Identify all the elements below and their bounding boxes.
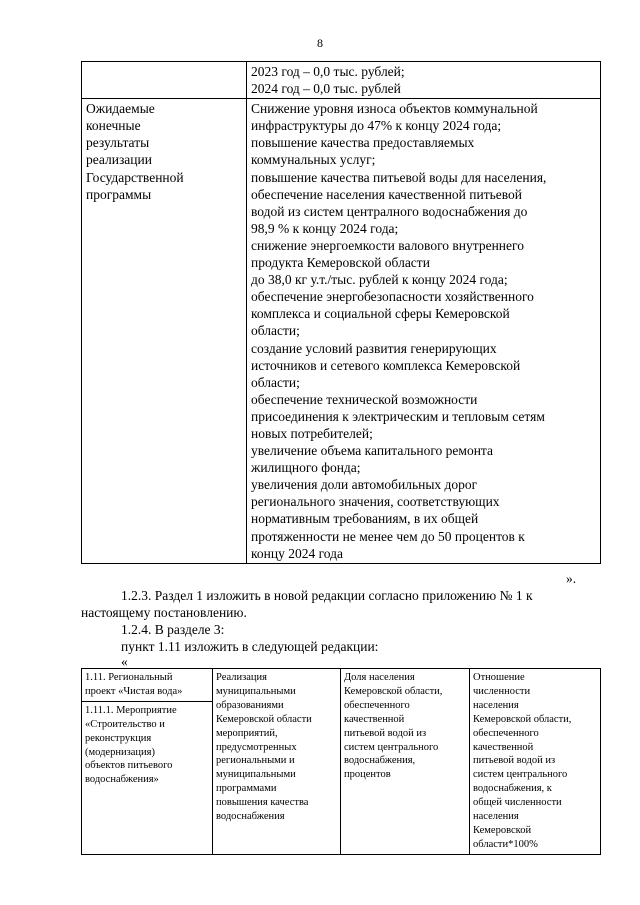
results-value-cell bbox=[247, 99, 601, 564]
results-label-line: Ожидаемые bbox=[86, 101, 155, 117]
results-line: области; bbox=[251, 374, 300, 390]
indicator-line: качественной bbox=[344, 713, 405, 725]
implementation-line: водоснабжения bbox=[216, 811, 285, 823]
implementation-line: мероприятий, bbox=[216, 727, 278, 739]
table-row-expected-results bbox=[82, 99, 601, 564]
indicator-line: Доля населения bbox=[344, 672, 415, 683]
results-line: до 38,0 кг у.т./тыс. рублей к концу 2024 года; bbox=[251, 272, 508, 288]
indicator-line: питьевой водой из bbox=[344, 727, 427, 739]
activity-block bbox=[82, 701, 212, 787]
opening-quote: « bbox=[121, 654, 128, 669]
results-line: концу 2024 года bbox=[251, 545, 343, 561]
results-line: инфраструктуры до 47% к концу 2024 года; bbox=[251, 118, 502, 134]
implementation-cell bbox=[213, 669, 341, 855]
results-line: повышение качества питьевой воды для населения, bbox=[251, 169, 547, 185]
indicator-line: Кемеровской области, bbox=[344, 685, 443, 697]
page-number: 8 bbox=[317, 36, 323, 50]
formula-line: области*100% bbox=[473, 838, 538, 850]
implementation-line: Кемеровской области bbox=[216, 713, 312, 725]
results-line: новых потребителей; bbox=[251, 425, 373, 441]
indicator-line: водоснабжения, bbox=[344, 755, 416, 767]
results-line: протяженности не менее чем до 50 процентов к bbox=[251, 528, 525, 544]
results-line: обеспечение энергобезопасности хозяйственного bbox=[251, 289, 534, 305]
formula-line: питьевой водой из bbox=[473, 755, 556, 767]
budget-line: 2024 год – 0,0 тыс. рублей bbox=[251, 81, 401, 97]
paragraph-1-2-3-line-2: настоящему постановлению. bbox=[81, 605, 247, 620]
results-label-line: конечные bbox=[86, 118, 141, 134]
formula-line: населения bbox=[473, 699, 519, 711]
results-label-line: Государственной bbox=[86, 169, 184, 185]
paragraph-1-2-3-line-1: 1.2.3. Раздел 1 изложить в новой редакции согласно приложению № 1 к bbox=[121, 588, 533, 603]
implementation-line: муниципальными bbox=[216, 769, 296, 781]
results-line: 98,9 % к концу 2024 года; bbox=[251, 220, 399, 236]
closing-quote: ». bbox=[566, 571, 577, 586]
results-line: регионального значения, соответствующих bbox=[251, 494, 500, 510]
formula-line: водоснабжения, к bbox=[473, 783, 552, 795]
activity-line: водоснабжения» bbox=[85, 774, 159, 786]
activity-line: объектов питьевого bbox=[85, 760, 173, 772]
activity-line: 1.11.1. Мероприятие bbox=[85, 704, 177, 716]
formula-line: Кемеровской области, bbox=[473, 713, 572, 725]
indicator-cell bbox=[341, 669, 470, 855]
results-line: Снижение уровня износа объектов коммунальной bbox=[251, 101, 538, 117]
activity-line: «Строительство и bbox=[85, 718, 165, 730]
budget-line: 2023 год – 0,0 тыс. рублей; bbox=[251, 64, 405, 79]
program-passport-table bbox=[81, 61, 601, 564]
results-line: комплекса и социальной сферы Кемеровской bbox=[251, 306, 510, 322]
implementation-line: Реализация bbox=[216, 672, 267, 683]
implementation-line: повышения качества bbox=[216, 797, 309, 809]
results-line: жилищного фонда; bbox=[251, 460, 361, 476]
implementation-line: региональными и bbox=[216, 755, 295, 767]
formula-line: качественной bbox=[473, 741, 534, 753]
indicator-line: систем центрального bbox=[344, 741, 439, 753]
implementation-line: образованиями bbox=[216, 699, 284, 711]
indicator-line: обеспеченного bbox=[344, 699, 410, 711]
formula-line: систем центрального bbox=[473, 769, 568, 781]
results-line: обеспечение населения качественной питьевой bbox=[251, 186, 523, 202]
formula-line: Кемеровской bbox=[473, 824, 532, 836]
formula-line: численности bbox=[473, 685, 531, 697]
formula-line: обеспеченного bbox=[473, 727, 539, 739]
paragraph-point-1-11: пункт 1.11 изложить в следующей редакции: bbox=[121, 639, 379, 654]
formula-line: Отношение bbox=[473, 672, 525, 683]
activity-line: (модернизация) bbox=[85, 746, 155, 758]
section-3-table bbox=[81, 668, 601, 855]
results-line: нормативным требованиям, в их общей bbox=[251, 511, 479, 527]
table-row-budget bbox=[82, 62, 601, 99]
indicator-line: процентов bbox=[344, 769, 391, 781]
results-line: присоединения к электрическим и тепловым сетям bbox=[251, 408, 545, 424]
results-line: источников и сетевого комплекса Кемеровской bbox=[251, 357, 521, 373]
budget-value-cell bbox=[247, 62, 601, 99]
results-label-line: программы bbox=[86, 186, 152, 202]
results-line: увеличение объема капитального ремонта bbox=[251, 443, 493, 459]
project-line: проект «Чистая вода» bbox=[85, 685, 183, 697]
project-line: 1.11. Региональный bbox=[85, 672, 173, 683]
results-line: создание условий развития генерирующих bbox=[251, 340, 497, 356]
project-cell bbox=[82, 669, 213, 855]
implementation-line: муниципальными bbox=[216, 685, 296, 697]
formula-cell bbox=[470, 669, 601, 855]
results-label-cell bbox=[82, 99, 247, 564]
results-line: обеспечение технической возможности bbox=[251, 391, 478, 407]
table-row bbox=[82, 669, 601, 855]
results-line: продукта Кемеровской области bbox=[251, 255, 430, 271]
formula-line: общей численности bbox=[473, 797, 562, 809]
results-line: повышение качества предоставляемых bbox=[251, 135, 475, 151]
activity-line: реконструкция bbox=[85, 732, 152, 744]
results-line: водой из систем централного водоснабжения до bbox=[251, 203, 528, 219]
results-line: коммунальных услуг; bbox=[251, 152, 376, 168]
implementation-line: программами bbox=[216, 783, 277, 795]
results-line: снижение энергоемкости валового внутреннего bbox=[251, 237, 524, 253]
budget-label-cell bbox=[82, 62, 247, 99]
implementation-line: предусмотренных bbox=[216, 741, 297, 753]
results-label-line: реализации bbox=[86, 152, 152, 168]
results-label-line: результаты bbox=[86, 135, 150, 151]
paragraph-1-2-4: 1.2.4. В разделе 3: bbox=[121, 622, 225, 637]
formula-line: населения bbox=[473, 811, 519, 823]
results-line: области; bbox=[251, 323, 300, 339]
results-line: увеличения доли автомобильных дорог bbox=[251, 477, 478, 493]
